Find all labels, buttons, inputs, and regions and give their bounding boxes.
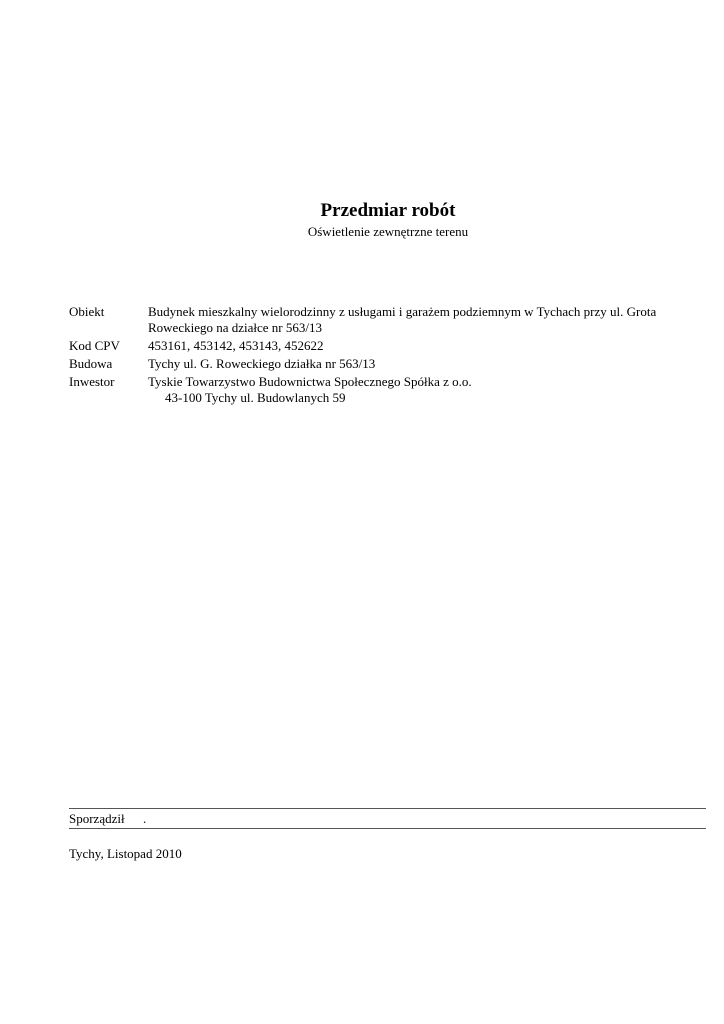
obiekt-value: Budynek mieszkalny wielorodzinny z usługami i garażem podziemnym w Tychach przy ul. Grota Roweckiego na działce nr 563/13 (148, 304, 657, 335)
obiekt-label: Obiekt (69, 304, 105, 319)
prepared-by-value: . (143, 811, 147, 826)
prepared-by-row (69, 811, 146, 827)
info-row-obiekt (69, 304, 689, 336)
budowa-value: Tychy ul. G. Roweckiego działka nr 563/13 (148, 356, 376, 371)
info-row-budowa (69, 356, 689, 372)
inwestor-address: 43-100 Tychy ul. Budowlanych 59 (165, 390, 346, 405)
info-row-kod-cpv (69, 338, 689, 354)
info-row-inwestor (69, 374, 689, 406)
document-title: Przedmiar robót (320, 200, 456, 221)
project-info-table (69, 304, 689, 408)
place-and-date: Tychy, Listopad 2010 (69, 846, 182, 861)
inwestor-value (148, 374, 689, 406)
budowa-label: Budowa (69, 356, 113, 371)
prepared-by-label: Sporządził (69, 811, 125, 826)
kod-cpv-value: 453161, 453142, 453143, 452622 (148, 338, 324, 353)
inwestor-label: Inwestor (69, 374, 115, 389)
signature-rule-top (69, 808, 706, 809)
document-subtitle: Oświetlenie zewnętrzne terenu (307, 224, 469, 239)
kod-cpv-label: Kod CPV (69, 338, 120, 353)
inwestor-name: Tyskie Towarzystwo Budownictwa Społecznego Spółka z o.o. (148, 374, 472, 389)
signature-rule-bottom (69, 828, 706, 829)
